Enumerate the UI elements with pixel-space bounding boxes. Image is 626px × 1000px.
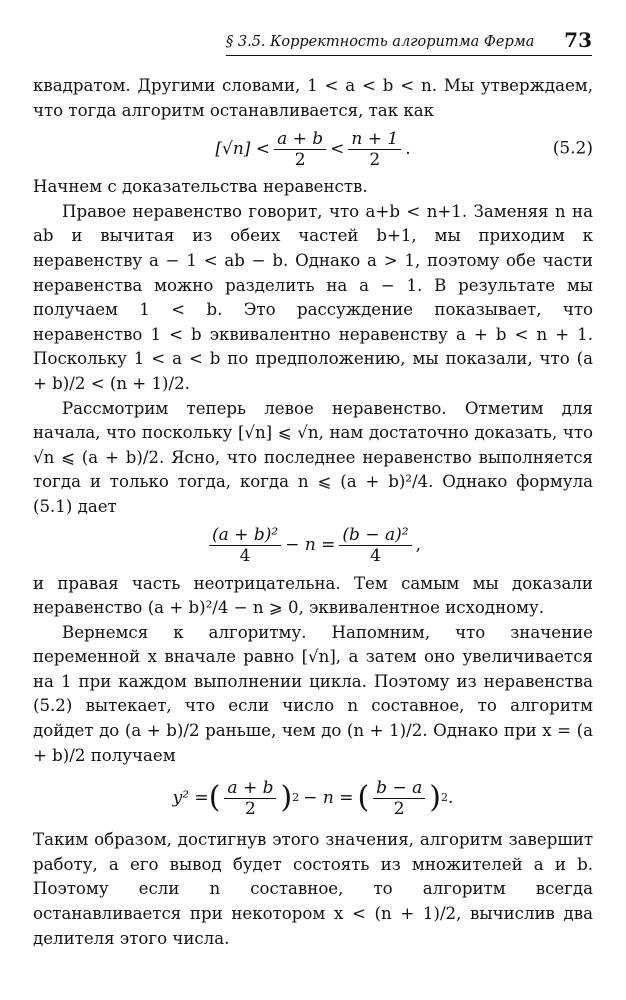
eq2-tail: , <box>415 535 421 556</box>
running-head <box>226 25 592 56</box>
eq1-frac1-num: a + b <box>274 129 326 150</box>
equation-number: (5.2) <box>552 138 593 159</box>
eq2-frac2-den: 4 <box>370 546 381 566</box>
eq2-op: − n = <box>285 535 336 556</box>
eq3-exponent-2: 2 <box>440 790 448 804</box>
eq3-tail: . <box>447 787 454 808</box>
eq3-frac2-den: 2 <box>393 798 405 819</box>
paragraph-7: Таким образом, достигнув этого значения, алгоритм завершит работу, а его вывод будет состоять из множителей a и b. Поэтому если n составное, то алгоритм всегда останавливается при некотором x < (n + 1)/2, вычислив два делителя этого числа. <box>33 830 593 948</box>
equation-formula <box>33 520 593 572</box>
eq1-tail: . <box>405 138 411 159</box>
eq1-fraction-right <box>348 129 401 170</box>
eq3-fraction-right <box>373 778 425 819</box>
page-body <box>33 74 593 951</box>
eq1-fraction-left <box>274 129 326 170</box>
paragraph-3: Правое неравенство говорит, что a+b < n+1. Заменяя n на ab и вычитая из обеих частей b+1, мы приходим к неравенству a − 1 < ab − b. Однако a > 1, поэтому обе части неравенства можно разделить на a − 1. В результате мы получаем 1 < b. Это рассуждение показывает, что неравенство 1 < b эквивалентно неравенству a + b < n + 1. Поскольку 1 < a < b по предположению, мы показали, что (a + b)/2 < (n + 1)/2. <box>33 201 593 393</box>
eq3-right-paren-2: ) <box>429 780 441 816</box>
eq2-fraction-left <box>209 525 281 566</box>
eq3-op: − n = <box>303 787 354 808</box>
eq3-frac1-num: a + b <box>224 778 276 799</box>
eq1-lhs: [√n] < <box>215 138 271 159</box>
eq3-frac2-num: b − a <box>373 778 425 799</box>
paragraph-5: и правая часть неотрицательна. Тем самым мы доказали неравенство (a + b)²/4 − n ⩾ 0, эквивалентное исходному. <box>33 573 593 618</box>
eq3-right-paren-1: ) <box>280 780 293 816</box>
paragraph-1: квадратом. Другими словами, 1 < a < b < n. Мы утверждаем, что тогда алгоритм останавливается, так как <box>33 76 593 120</box>
eq1-frac2-num: n + 1 <box>348 129 401 150</box>
eq1-frac2-den: 2 <box>369 149 381 170</box>
eq3-frac1-den: 2 <box>245 798 256 819</box>
eq2-frac2-num: (b − a)² <box>339 525 411 546</box>
eq3-exponent-1: 2 <box>292 790 300 804</box>
page-number: 73 <box>564 28 592 52</box>
eq1-op: < <box>330 138 345 159</box>
section-title: § 3.5. Корректность алгоритма Ферма <box>226 34 535 50</box>
eq3-left-paren-2: ( <box>357 780 370 816</box>
paragraph-6: Вернемся к алгоритму. Напомним, что значение переменной x вначале равно [√n], а затем оно увеличивается на 1 при каждом выполнении цикла. Поэтому из неравенства (5.2) вытекает, что если число n составное, то алгоритм дойдет до (a + b)/2 раньше, чем до (n + 1)/2. Однако при x = (a + b)/2 получаем <box>33 622 593 765</box>
paragraph-4: Рассмотрим теперь левое неравенство. Отметим для начала, что поскольку [√n] ⩽ √n, нам достаточно доказать, что √n ⩽ (a + b)/2. Ясно, что последнее неравенство выполняется тогда и только тогда, когда n ⩽ (a + b)²/4. Однако формула (5.1) дает <box>33 398 593 516</box>
equation-5-2 <box>33 123 593 175</box>
eq1-frac1-den: 2 <box>294 149 306 170</box>
eq2-frac1-den: 4 <box>239 546 251 566</box>
eq3-fraction-left <box>224 778 276 819</box>
eq2-fraction-right <box>339 525 411 566</box>
equation-y-squared <box>33 768 593 828</box>
eq3-left-paren-1: ( <box>208 780 221 816</box>
eq2-frac1-num: (a + b)² <box>209 525 281 546</box>
eq3-lhs: y² = <box>172 787 209 808</box>
paragraph-2: Начнем с доказательства неравенств. <box>33 177 368 197</box>
